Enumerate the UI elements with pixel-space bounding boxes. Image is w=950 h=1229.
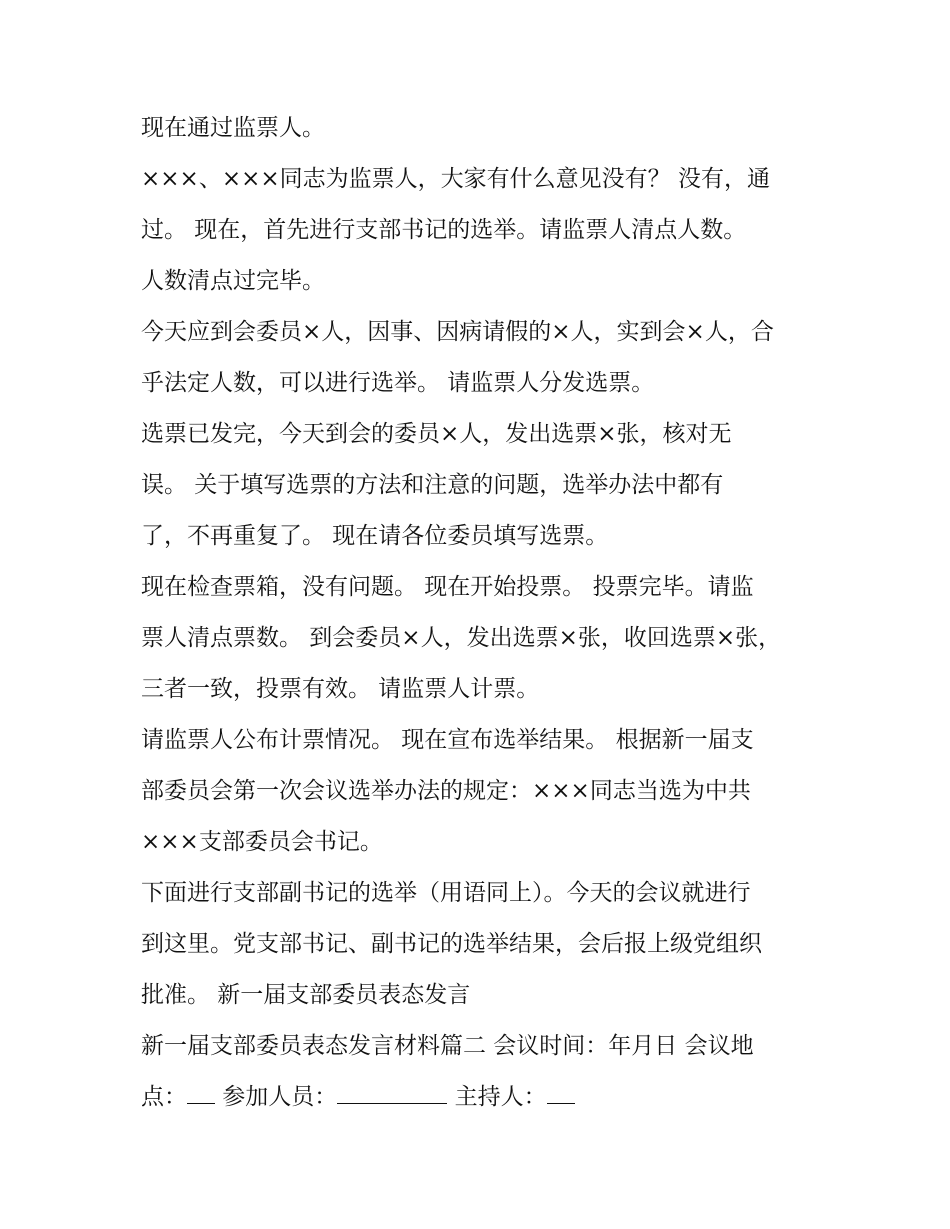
text-line: 人数清点过完毕。 [141,268,325,294]
text-line: ×××支部委员会书记。 [141,829,383,855]
text-line: 到这里。党支部书记、副书记的选举结果，会后报上级党组织 [141,931,762,957]
text-line: 了，不再重复了。 现在请各位委员填写选票。 [141,523,609,549]
text-line-last [141,1077,831,1128]
text-line: 票人清点票数。 到会委员×人，发出选票×张，收回选票×张， [141,625,782,651]
text-line: 批准。 新一届支部委员表态发言 [141,982,471,1008]
text-line: 误。 关于填写选票的方法和注意的问题，选举办法中都有 [141,472,724,498]
text-line: ×××、×××同志为监票人，大家有什么意见没有？ 没有，通 [141,166,770,192]
text-line: 乎法定人数，可以进行选举。 请监票人分发选票。 [141,370,655,396]
document-body [141,108,831,1128]
text-line: 三者一致，投票有效。 请监票人计票。 [141,676,540,702]
text-line: 新一届支部委员表态发言材料篇二 会议时间：年月日 会议地 [141,1033,754,1059]
text-line: 现在通过监票人。 [141,115,325,141]
host-label: 主持人： [447,1084,547,1110]
text-line: 今天应到会委员×人，因事、因病请假的×人，实到会×人，合 [141,319,774,345]
text-line: 过。 现在，首先进行支部书记的选举。请监票人清点人数。 [141,217,747,243]
attendees-blank [337,1081,447,1104]
text-line: 部委员会第一次会议选举办法的规定：×××同志当选为中共 [141,778,751,804]
attendees-label: 参加人员： [215,1084,338,1110]
text-line: 现在检查票箱，没有问题。 现在开始投票。 投票完毕。请监 [141,574,754,600]
text-line: 选票已发完，今天到会的委员×人，发出选票×张，核对无 [141,421,732,447]
text-line: 下面进行支部副书记的选举（用语同上）。今天的会议就进行 [141,880,751,906]
host-blank [547,1081,575,1104]
text-line: 请监票人公布计票情况。 现在宣布选举结果。 根据新一届支 [141,727,754,753]
location-blank [187,1081,215,1104]
location-label: 点： [141,1084,187,1110]
